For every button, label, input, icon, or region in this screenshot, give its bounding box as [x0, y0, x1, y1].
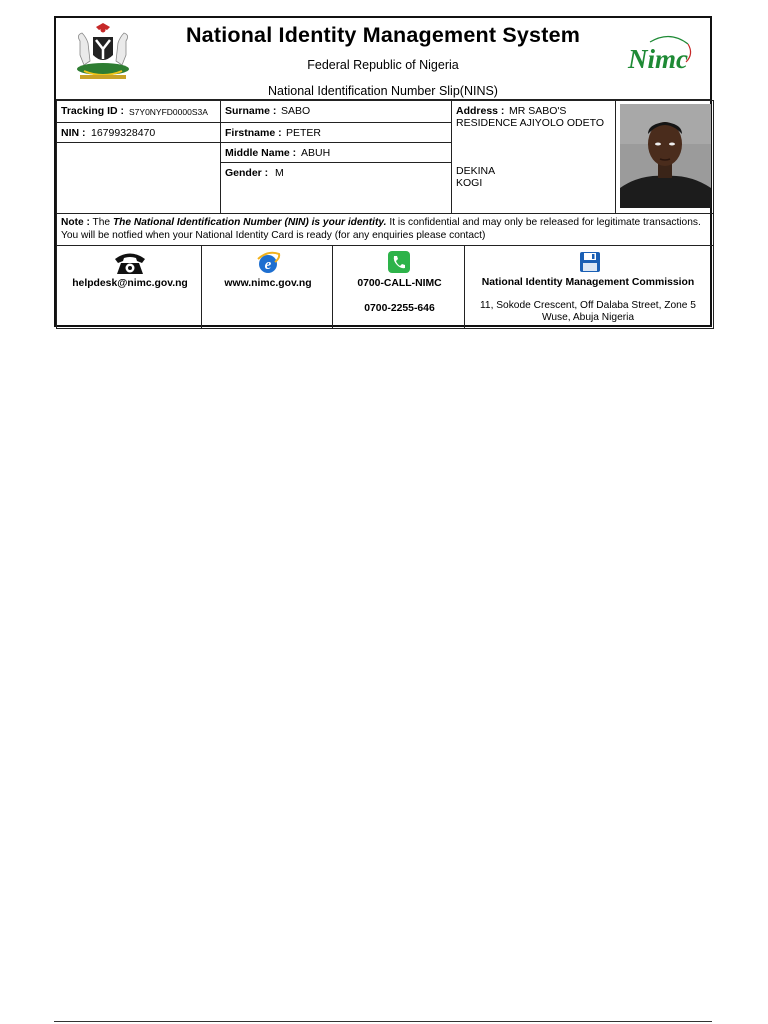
office-address-line2: Wuse, Abuja Nigeria [541, 312, 635, 323]
page-subtitle: Federal Republic of Nigeria [307, 58, 459, 72]
middlename-label: Middle Name : [225, 147, 297, 159]
address-lga: DEKINA [456, 165, 496, 177]
gender-cell [220, 162, 452, 214]
note-pre: The [92, 217, 111, 228]
gender-label: Gender : [225, 167, 269, 179]
phone-primary: 0700-CALL-NIMC [357, 278, 442, 289]
internet-explorer-icon [255, 250, 281, 276]
note-line1 [61, 217, 709, 230]
phone-call-icon [388, 251, 410, 273]
surname-value: SABO [281, 105, 311, 117]
page-title: National Identity Management System [185, 23, 581, 47]
note-post: It is confidential and may only be released for legitimate transactions. [389, 217, 701, 228]
address-line2: RESIDENCE AJIYOLO ODETO [456, 117, 605, 129]
note-section [56, 213, 714, 246]
email-contact-cell [56, 245, 202, 329]
email-text: helpdesk@nimc.gov.ng [72, 278, 188, 289]
phone-contact-cell [332, 245, 465, 329]
nin-value: 16799328470 [91, 127, 156, 139]
middlename-value: ABUH [301, 147, 331, 159]
svg-text:e: e [264, 257, 272, 273]
address-label: Address : [456, 105, 505, 117]
office-address-line1: 11, Sokode Crescent, Off Dalaba Street, Zone 5 [480, 300, 696, 311]
middlename-cell [220, 142, 452, 163]
gender-value: M [275, 167, 284, 179]
address-line1: MR SABO'S [509, 105, 567, 117]
surname-label: Surname : [225, 105, 277, 117]
note-label: Note : [61, 217, 90, 228]
firstname-cell [220, 122, 452, 143]
note-line2: You will be notfied when your National Identity Card is ready (for any enquiries please contact) [61, 229, 486, 241]
page-bottom-rule [54, 1021, 712, 1022]
nin-label: NIN : [61, 127, 86, 139]
office-org-name: National Identity Management Commission [481, 277, 695, 288]
website-contact-cell [201, 245, 333, 329]
slip-header [56, 18, 710, 100]
tracking-id-value: S7Y0NYFD0000S3A [129, 107, 208, 117]
passport-photo [620, 104, 711, 208]
office-contact-cell [464, 245, 714, 329]
nin-slip [54, 16, 712, 327]
phone-secondary: 0700-2255-646 [364, 303, 435, 314]
address-state: KOGI [456, 177, 483, 189]
surname-cell [220, 100, 452, 123]
photo-cell [615, 100, 714, 214]
nin-cell [56, 122, 221, 143]
nimc-logo-text: Nimc [628, 44, 688, 74]
website-text: www.nimc.gov.ng [224, 278, 312, 289]
floppy-disk-icon [579, 251, 601, 273]
telephone-icon [112, 250, 148, 276]
firstname-value: PETER [286, 127, 322, 139]
tracking-id-cell [56, 100, 221, 123]
tracking-id-label: Tracking ID : [61, 105, 125, 117]
slip-name: National Identification Number Slip(NINS) [268, 84, 498, 98]
blank-cell [56, 142, 221, 214]
address-cell [451, 100, 616, 214]
note-emphasis: The National Identification Number (NIN) is your identity. [112, 217, 387, 228]
firstname-label: Firstname : [225, 127, 282, 139]
nimc-logo [624, 32, 700, 80]
